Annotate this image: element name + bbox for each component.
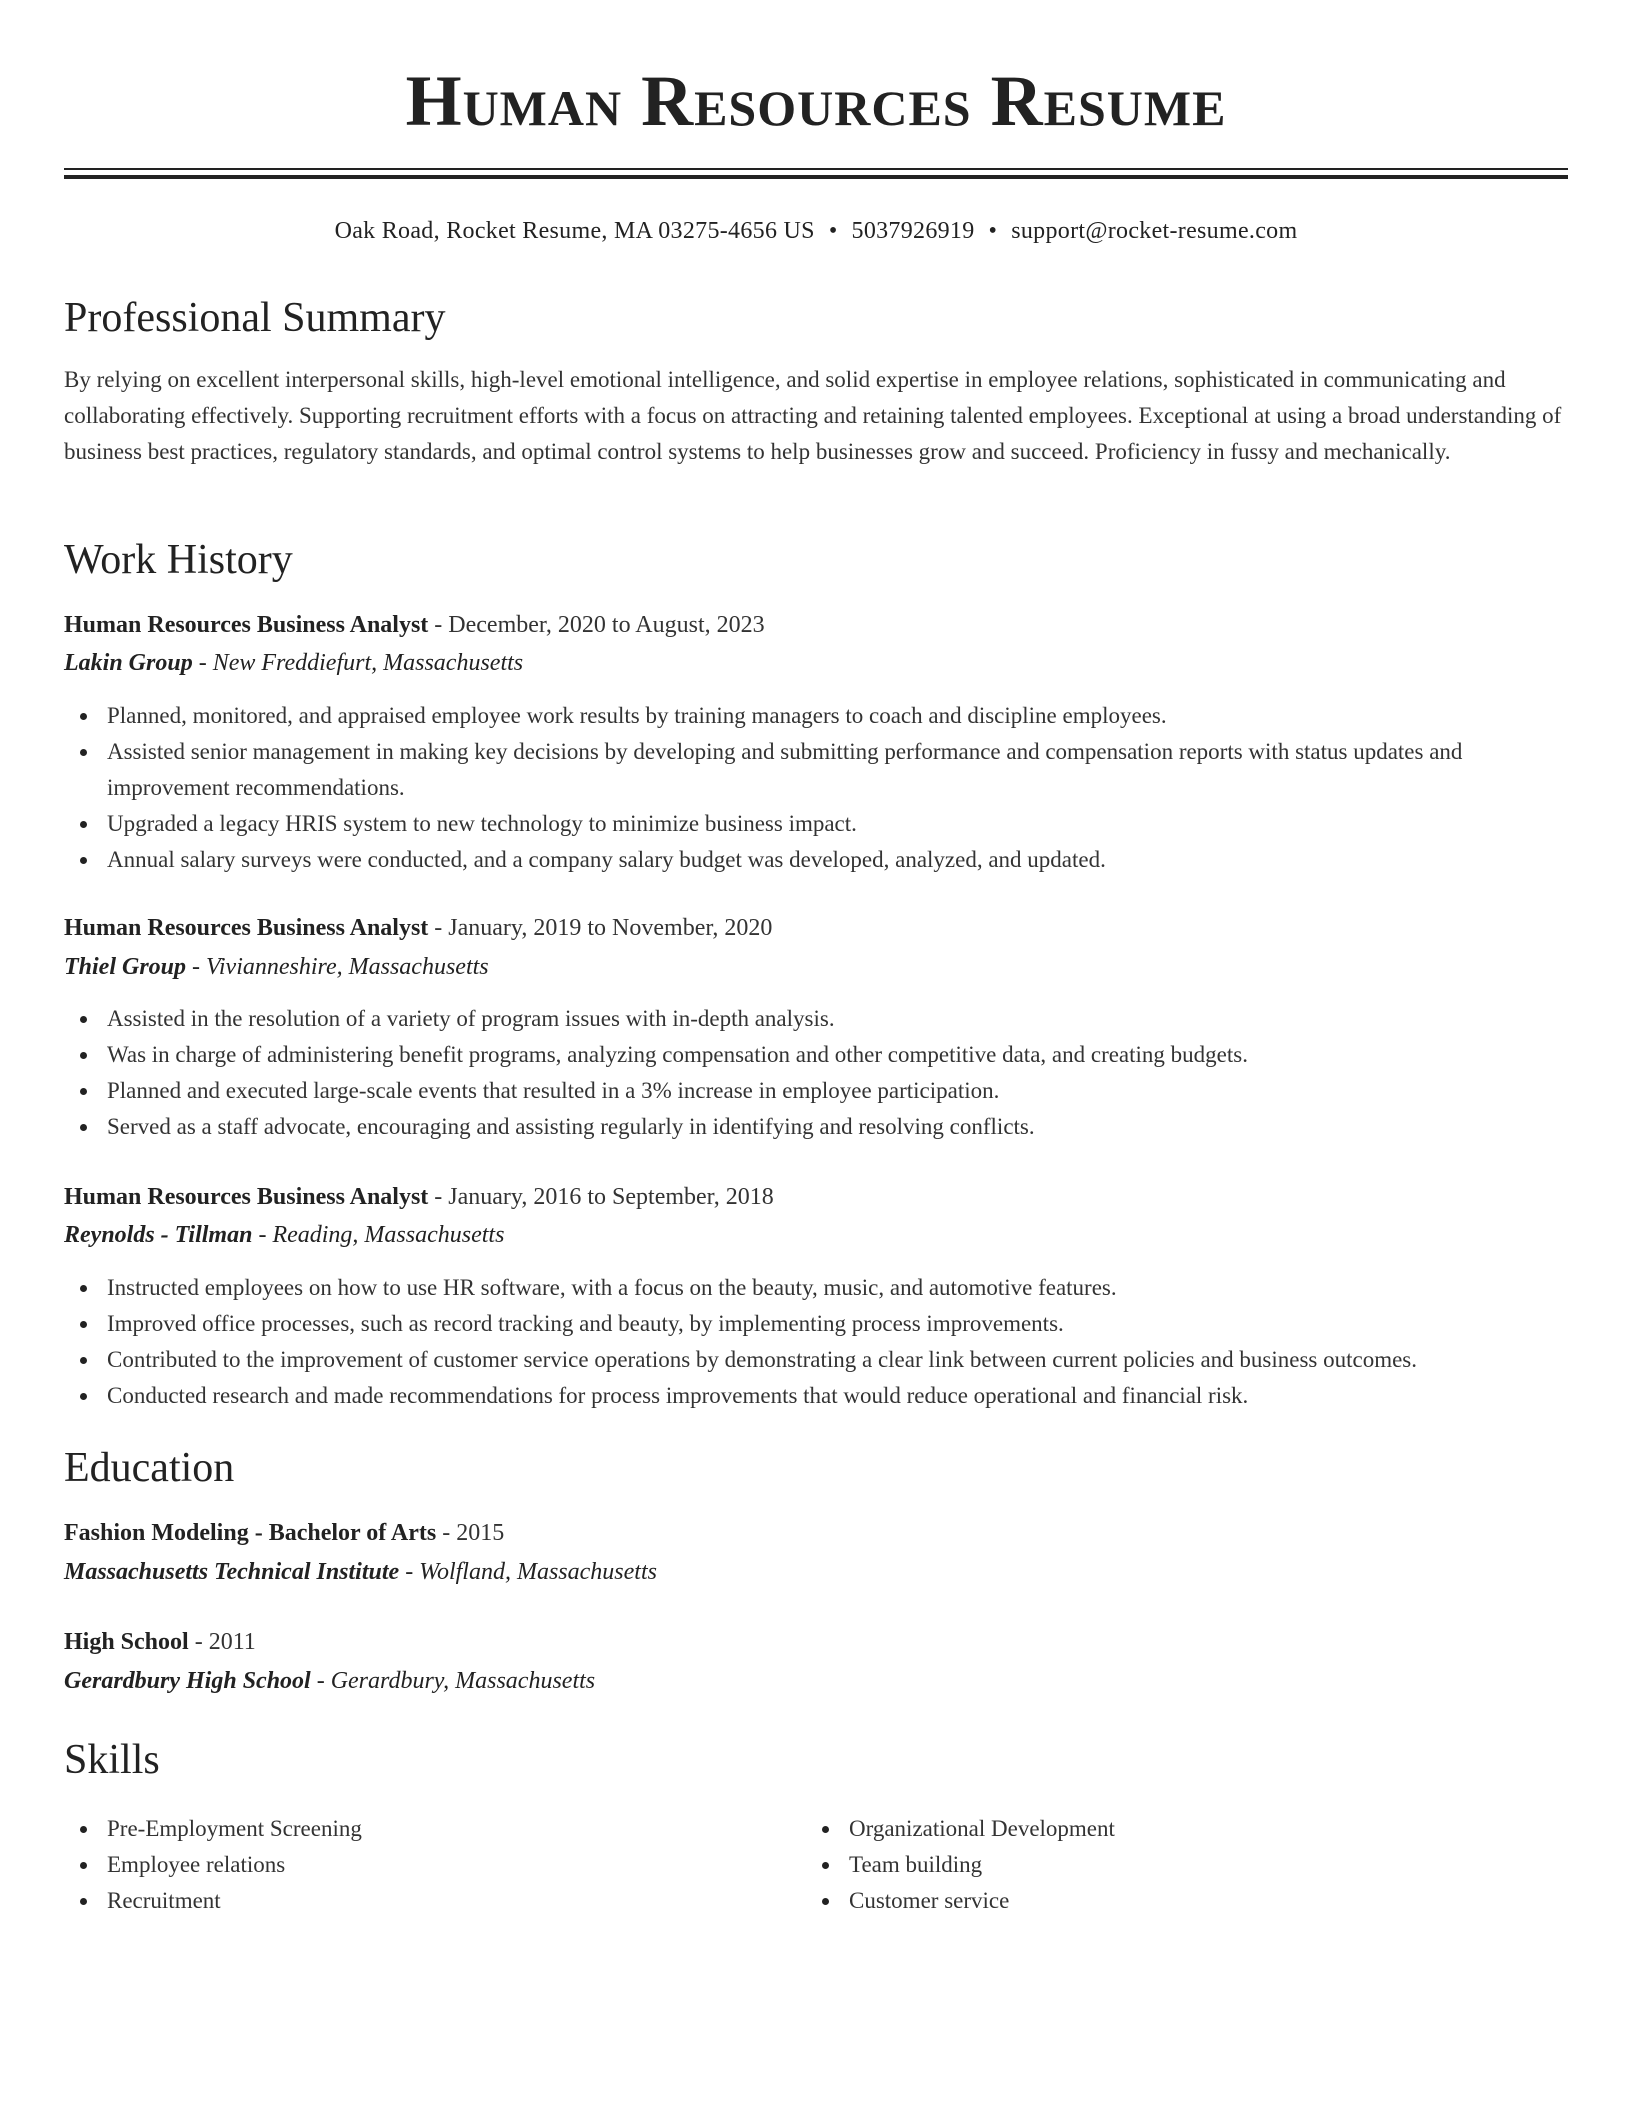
skill-item: Employee relations bbox=[107, 1847, 807, 1883]
job-employer bbox=[64, 952, 489, 982]
education-year: - 2011 bbox=[188, 1629, 256, 1655]
education-school: Massachusetts Technical Institute bbox=[64, 1559, 400, 1585]
job-company: Reynolds - Tillman bbox=[64, 1222, 253, 1248]
job-title: Human Resources Business Analyst bbox=[64, 915, 429, 941]
job-company: Lakin Group bbox=[64, 650, 193, 676]
job-dates: - December, 2020 to August, 2023 bbox=[428, 612, 765, 638]
skill-item: Customer service bbox=[849, 1883, 1549, 1919]
education-location: - Gerardbury, Massachusetts bbox=[310, 1668, 596, 1694]
title-divider-thin bbox=[64, 168, 1568, 170]
job-header bbox=[64, 610, 765, 640]
job-location: - Reading, Massachusetts bbox=[252, 1222, 505, 1248]
education-school-line bbox=[64, 1666, 595, 1696]
job-employer bbox=[64, 1220, 504, 1250]
list-item: Served as a staff advocate, encouraging and assisting regularly in identifying and resolving conflicts. bbox=[107, 1109, 1568, 1145]
contact-email: support@rocket-resume.com bbox=[1011, 218, 1298, 244]
job-header bbox=[64, 913, 772, 943]
contact-address: Oak Road, Rocket Resume, MA 03275-4656 US bbox=[334, 218, 815, 244]
job-duties-list bbox=[64, 1270, 1568, 1414]
section-heading-summary: Professional Summary bbox=[64, 295, 446, 341]
education-degree: Fashion Modeling - Bachelor of Arts bbox=[64, 1520, 437, 1546]
education-school-line bbox=[64, 1557, 657, 1587]
job-location: - New Freddiefurt, Massachusetts bbox=[192, 650, 524, 676]
education-header bbox=[64, 1627, 256, 1657]
job-location: - Vivianneshire, Massachusetts bbox=[186, 954, 489, 980]
job-dates: - January, 2016 to September, 2018 bbox=[428, 1184, 774, 1210]
section-heading-work: Work History bbox=[64, 537, 293, 583]
job-duties-list bbox=[64, 698, 1568, 878]
section-heading-skills: Skills bbox=[64, 1737, 160, 1783]
list-item: Conducted research and made recommendations for process improvements that would reduce operational and financial risk. bbox=[107, 1378, 1568, 1414]
skill-item: Team building bbox=[849, 1847, 1549, 1883]
job-dates: - January, 2019 to November, 2020 bbox=[428, 915, 773, 941]
section-heading-education: Education bbox=[64, 1445, 235, 1491]
list-item: Was in charge of administering benefit programs, analyzing compensation and other competitive data, and creating budgets. bbox=[107, 1037, 1568, 1073]
list-item: Planned and executed large-scale events that resulted in a 3% increase in employee participation. bbox=[107, 1073, 1568, 1109]
education-degree: High School bbox=[64, 1629, 189, 1655]
skill-item: Pre-Employment Screening bbox=[107, 1811, 807, 1847]
resume-title: Human Resources Resume bbox=[405, 61, 1227, 141]
job-duties-list bbox=[64, 1001, 1568, 1145]
education-year: - 2015 bbox=[436, 1520, 505, 1546]
education-school: Gerardbury High School bbox=[64, 1668, 311, 1694]
contact-separator: • bbox=[988, 218, 998, 244]
list-item: Annual salary surveys were conducted, and a company salary budget was developed, analyzed, and updated. bbox=[107, 842, 1568, 878]
skills-list-right bbox=[806, 1811, 1549, 1919]
list-item: Instructed employees on how to use HR software, with a focus on the beauty, music, and automotive features. bbox=[107, 1270, 1568, 1306]
resume-page bbox=[64, 0, 1568, 1913]
title-divider-thick bbox=[64, 175, 1568, 179]
summary-text: By relying on excellent interpersonal skills, high-level emotional intelligence, and solid expertise in employee relations, sophisticated in communicating and collaborating effectively. Supporting recruitment efforts with a focus on attracting and retaining talented employees. Exceptional at using a broad understanding of business best practices, regulatory standards, and optimal control systems to help businesses grow and succeed. Proficiency in fussy and mechanically. bbox=[64, 367, 1562, 464]
skill-item: Organizational Development bbox=[849, 1811, 1549, 1847]
job-title: Human Resources Business Analyst bbox=[64, 1184, 429, 1210]
contact-separator: • bbox=[828, 218, 838, 244]
job-title: Human Resources Business Analyst bbox=[64, 612, 429, 638]
list-item: Upgraded a legacy HRIS system to new technology to minimize business impact. bbox=[107, 806, 1568, 842]
contact-phone: 5037926919 bbox=[851, 218, 975, 244]
job-header bbox=[64, 1182, 774, 1212]
list-item: Assisted in the resolution of a variety of program issues with in-depth analysis. bbox=[107, 1001, 1568, 1037]
list-item: Planned, monitored, and appraised employee work results by training managers to coach and discipline employees. bbox=[107, 698, 1568, 734]
contact-line bbox=[64, 216, 1568, 246]
list-item: Contributed to the improvement of customer service operations by demonstrating a clear link between current policies and business outcomes. bbox=[107, 1342, 1568, 1378]
list-item: Assisted senior management in making key decisions by developing and submitting performance and compensation reports with status updates and improvement recommendations. bbox=[107, 734, 1568, 806]
education-location: - Wolfland, Massachusetts bbox=[399, 1559, 657, 1585]
education-header bbox=[64, 1518, 504, 1548]
list-item: Improved office processes, such as record tracking and beauty, by implementing process improvements. bbox=[107, 1306, 1568, 1342]
job-company: Thiel Group bbox=[64, 954, 187, 980]
skills-list-left bbox=[64, 1811, 807, 1919]
skill-item: Recruitment bbox=[107, 1883, 807, 1919]
job-employer bbox=[64, 648, 523, 678]
